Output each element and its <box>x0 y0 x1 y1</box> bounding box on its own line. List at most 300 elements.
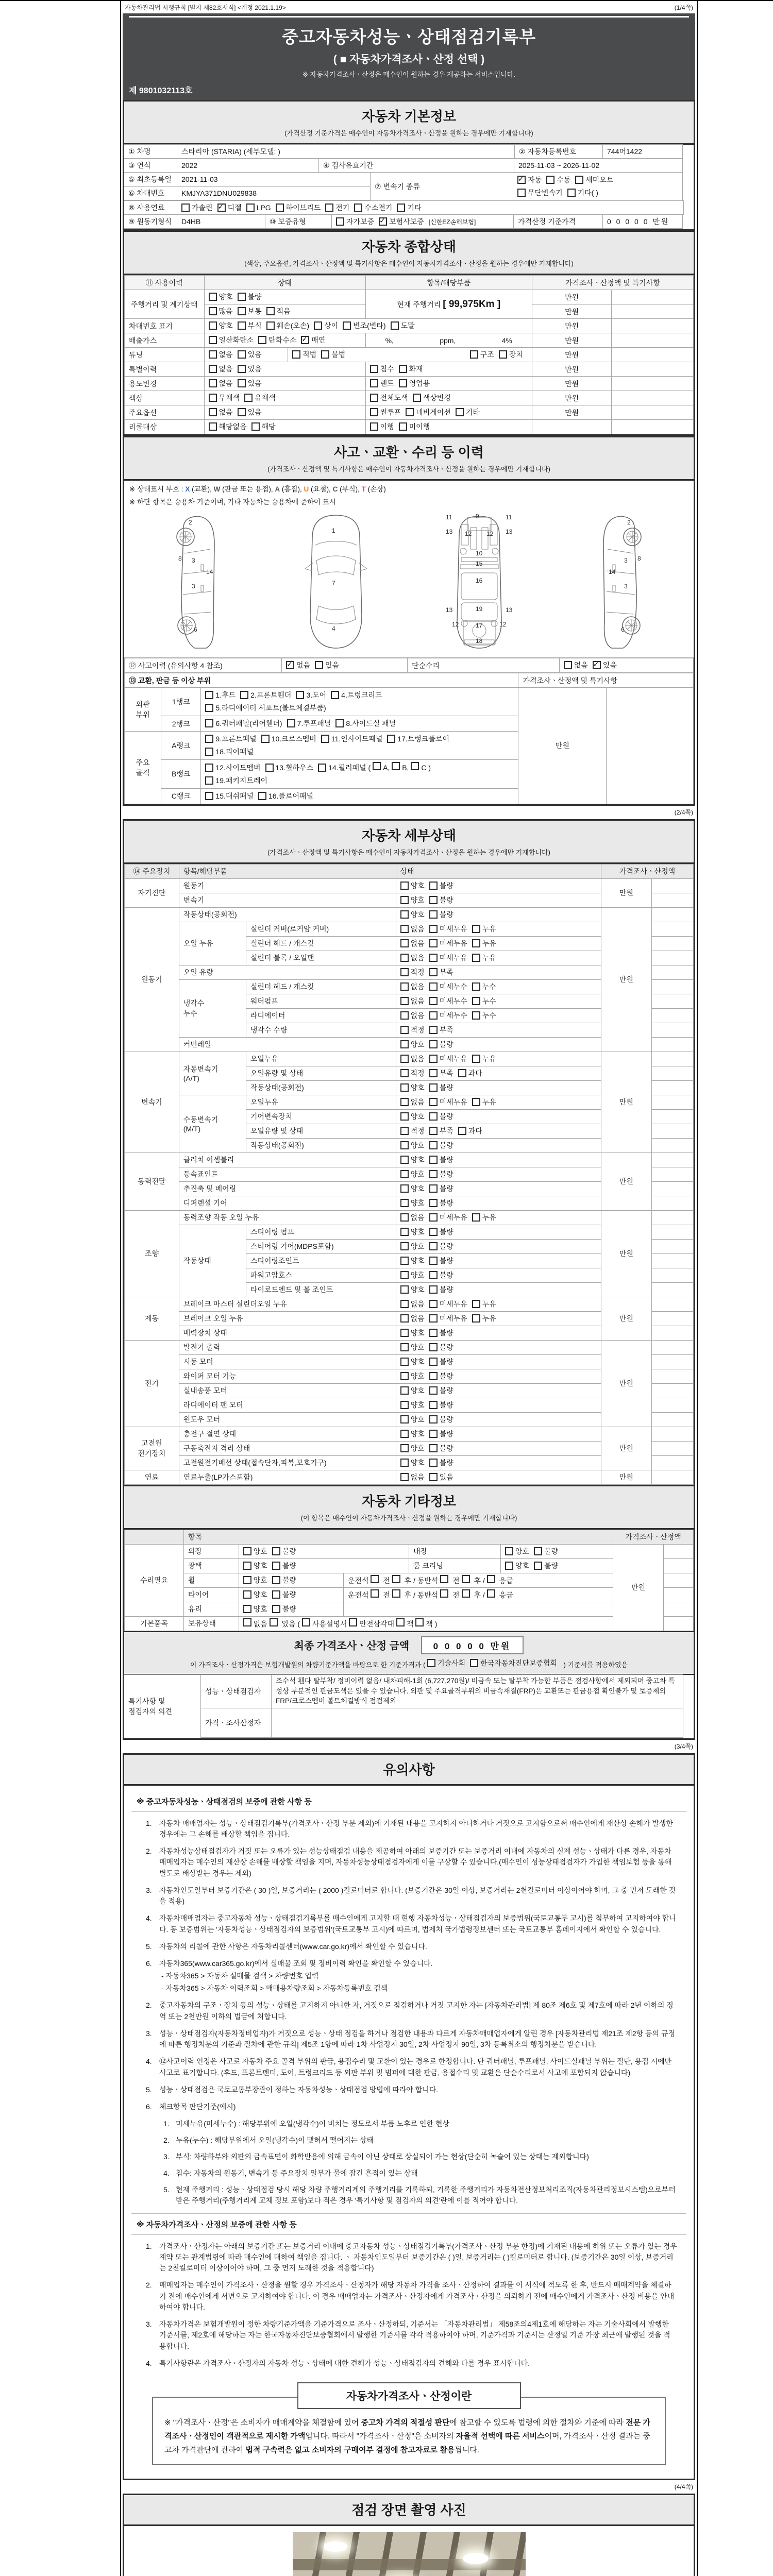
checkbox-없음[interactable] <box>400 1010 425 1021</box>
checkbox-적정[interactable] <box>400 967 425 977</box>
checkbox-전체도색[interactable] <box>370 393 408 403</box>
notice-subitem-text: 현재 주행거리 : 성능ㆍ상태점검 당시 해당 차량 주행거리계의 주행거리를 기록하되, 기록한 주행거리가 자동차전산정보처리조직(자동차관리정보시스템)으로부터 받은 주행거리(주행거리계 교체 정보 포함)보다 적은 경우 '특기사항 및 점검자의 의견'란에 이를 적어야 합니다. <box>176 2185 676 2205</box>
checkbox-상이[interactable] <box>314 320 338 331</box>
checkbox-부식[interactable] <box>238 320 262 331</box>
checkbox-label: 일산화탄소 <box>219 336 254 344</box>
state-cell <box>396 1268 601 1282</box>
checkbox-9.프론트패널[interactable]: 9.프론트패널 <box>205 734 256 744</box>
checkbox-불법[interactable] <box>321 349 345 360</box>
checkbox-box <box>429 910 438 919</box>
notice-subitem-number: 5. <box>163 2185 170 2194</box>
checkbox-양호[interactable] <box>400 1385 425 1396</box>
checkbox-불량[interactable] <box>429 1270 453 1280</box>
checkbox-변조(변타)[interactable] <box>343 320 385 331</box>
checkbox-있음[interactable] <box>238 378 262 388</box>
options-line <box>517 188 678 198</box>
svg-text:3: 3 <box>191 583 195 590</box>
checkbox-기타[interactable] <box>397 202 421 213</box>
checkbox-해당[interactable] <box>251 421 276 432</box>
checkbox-하이브리드[interactable] <box>276 202 321 213</box>
checkbox-label: 양호 <box>515 1561 529 1570</box>
checkbox-없음[interactable] <box>400 1212 425 1223</box>
checkbox-불량[interactable] <box>429 1241 453 1251</box>
checkbox-수동[interactable] <box>546 175 570 185</box>
checkbox-양호[interactable] <box>243 1546 267 1556</box>
checkbox-양호[interactable] <box>400 1414 425 1425</box>
notice-item <box>146 2358 677 2369</box>
checkbox-기술사회[interactable] <box>427 1658 465 1668</box>
checkbox-침수[interactable] <box>370 364 394 374</box>
checkbox-box[interactable] <box>302 1618 310 1626</box>
checkbox-없음[interactable] <box>400 1472 425 1482</box>
checkbox-미세누유[interactable] <box>429 1212 467 1223</box>
checkbox-label: 불량 <box>439 1444 453 1452</box>
checkbox-불량[interactable] <box>429 1140 453 1150</box>
checkbox-box[interactable] <box>373 762 381 770</box>
checkbox-양호[interactable] <box>400 1256 425 1266</box>
checkbox-18.리어패널[interactable]: 18.리어패널 <box>205 747 254 757</box>
checkbox-없음[interactable] <box>209 364 233 374</box>
checkbox-불량[interactable] <box>429 1082 453 1093</box>
checkbox-양호[interactable] <box>400 1227 425 1237</box>
checkbox-label: 기타 <box>407 204 422 212</box>
checkbox-적음[interactable] <box>266 306 291 316</box>
checkbox-기타[interactable] <box>456 407 480 417</box>
checkbox-많음[interactable] <box>209 306 233 316</box>
checkbox-불량[interactable] <box>429 1227 453 1237</box>
checkbox-box <box>400 1401 409 1409</box>
checkbox-누유[interactable] <box>472 953 496 963</box>
blank-cell <box>612 348 694 362</box>
checkbox-양호[interactable] <box>400 1155 425 1165</box>
checkbox-탄화수소[interactable] <box>258 335 296 345</box>
summary-table <box>124 275 694 434</box>
checkbox-불량[interactable] <box>429 1111 453 1122</box>
checkbox-양호[interactable] <box>243 1561 267 1571</box>
checkbox-불량[interactable] <box>429 1256 453 1266</box>
checkbox-누수[interactable] <box>472 981 496 992</box>
row-label: 주요옵션 <box>125 405 205 420</box>
svg-text:13: 13 <box>506 528 513 535</box>
checkbox-13.휠하우스[interactable]: 13.휠하우스 <box>265 762 314 773</box>
checkbox-있음[interactable] <box>238 349 262 360</box>
checkbox-부족[interactable] <box>429 1025 453 1035</box>
checkbox-box <box>399 422 407 431</box>
checkbox-한국자동차진단보증협회[interactable] <box>470 1658 557 1668</box>
state-cell <box>396 1340 601 1354</box>
checkbox-box[interactable] <box>243 1618 251 1626</box>
blank-cell <box>651 1427 693 1441</box>
checkbox-불량[interactable] <box>429 1385 453 1396</box>
checkbox-렌트[interactable] <box>370 378 394 388</box>
checkbox-box <box>429 1329 438 1337</box>
checkbox-양호[interactable] <box>209 320 233 331</box>
checkbox-12.사이드멤버[interactable]: 12.사이드멤버 <box>205 762 260 773</box>
checkbox-적정[interactable] <box>400 1025 425 1035</box>
checkbox-label: 양호 <box>410 1285 425 1294</box>
checkbox-양호[interactable] <box>243 1604 267 1614</box>
field-value: D4HB <box>177 214 265 229</box>
notice-item-number: 3. <box>146 2320 152 2329</box>
checkbox-불량[interactable] <box>429 1328 453 1338</box>
checkbox-양호[interactable] <box>243 1589 267 1600</box>
checkbox-도말[interactable] <box>391 320 415 331</box>
checkbox-구조[interactable] <box>470 349 494 360</box>
checkbox-화재[interactable] <box>399 364 423 374</box>
checkbox-양호[interactable] <box>400 1429 425 1439</box>
checkbox-양호[interactable] <box>400 1082 425 1093</box>
accident-history-options <box>281 658 407 673</box>
checkbox-3.도어[interactable]: 3.도어 <box>296 690 326 700</box>
checkbox-LPG[interactable] <box>246 204 271 212</box>
checkbox-세미오토[interactable] <box>575 175 613 185</box>
blank-cell <box>651 1311 693 1326</box>
checkbox-15.대쉬패널[interactable]: 15.대쉬패널 <box>205 791 254 801</box>
checkbox-부족[interactable] <box>429 967 453 977</box>
checkbox-없음[interactable] <box>400 1313 425 1324</box>
checkbox-무단변속기[interactable] <box>517 188 563 198</box>
checkbox-미세누유[interactable] <box>429 953 467 963</box>
checkbox-box[interactable] <box>440 1589 448 1598</box>
checkbox-box[interactable] <box>440 1575 448 1583</box>
checkbox-양호[interactable] <box>243 1575 267 1585</box>
blank-cell <box>651 965 693 979</box>
checkbox-가솔린[interactable] <box>181 202 213 213</box>
checkbox-19.패키지트레이[interactable]: 19.패키지트레이 <box>205 775 267 786</box>
checkbox-1.후드[interactable]: 1.후드 <box>205 690 236 700</box>
checkbox-불량[interactable] <box>429 1284 453 1295</box>
checkbox-영업용[interactable] <box>399 378 430 388</box>
item-label: 브레이크 마스터 실린더오일 누유 <box>179 1297 396 1311</box>
checkbox-4.트렁크리드[interactable]: 4.트렁크리드 <box>331 690 382 700</box>
checkbox-label: 불량 <box>439 1256 453 1265</box>
checkbox-box <box>335 719 344 727</box>
checkbox-box <box>296 691 304 699</box>
checkbox-불량[interactable] <box>272 1589 296 1600</box>
state-cell <box>396 1412 601 1427</box>
checkbox-불량[interactable] <box>429 1371 453 1381</box>
checkbox-label: 불량 <box>439 1184 453 1193</box>
checkbox-불량[interactable] <box>534 1546 558 1556</box>
checkbox-누유[interactable] <box>472 1313 496 1324</box>
checkbox-box[interactable] <box>349 1618 357 1626</box>
checkbox-양호[interactable] <box>400 1284 425 1295</box>
checkbox-label: 양호 <box>410 1112 425 1121</box>
checkbox-6.쿼터패널(리어휀더)[interactable]: 6.쿼터패널(리어휀더) <box>205 718 282 728</box>
checkbox-양호[interactable] <box>400 1140 425 1150</box>
checkbox-양호[interactable] <box>400 1270 425 1280</box>
checkbox-불량[interactable] <box>272 1561 296 1571</box>
checkbox-없음[interactable] <box>400 924 425 934</box>
notice-item <box>146 1913 677 1935</box>
checkbox-미세누유[interactable] <box>429 938 467 948</box>
checkbox-label: 불량 <box>439 910 453 919</box>
checkbox-색상변경[interactable] <box>413 393 451 403</box>
checkbox-있음[interactable] <box>593 660 617 670</box>
checkbox-box[interactable] <box>462 1589 470 1598</box>
checkbox-미세누수[interactable] <box>429 1010 467 1021</box>
checkbox-부족[interactable] <box>429 1126 453 1136</box>
checkbox-적정[interactable] <box>400 1068 425 1078</box>
checkbox-불량[interactable] <box>429 1458 453 1468</box>
checkbox-불량[interactable] <box>429 1039 453 1049</box>
checkbox-17.트렁크플로어[interactable]: 17.트렁크플로어 <box>387 734 449 744</box>
price-cell: 만원 <box>601 878 652 907</box>
column-header: ⑭ 주요장치 <box>125 864 179 878</box>
blank-cell <box>651 878 693 893</box>
checkbox-누유[interactable] <box>472 1097 496 1107</box>
checkbox-불량[interactable] <box>429 1342 453 1352</box>
checkbox-양호[interactable] <box>400 895 425 905</box>
checkbox-불량[interactable] <box>429 1400 453 1410</box>
checkbox-label: 양호 <box>410 1429 425 1438</box>
checkbox-과다[interactable] <box>458 1068 482 1078</box>
checkbox-label: 누유 <box>482 939 496 947</box>
checkbox-기타( )[interactable] <box>567 188 598 198</box>
checkbox-없음[interactable] <box>209 378 233 388</box>
checkbox-box[interactable] <box>371 1589 379 1598</box>
checkbox-전기[interactable] <box>325 202 349 213</box>
checkbox-box <box>272 1590 280 1599</box>
panel-group-label: 주요 골격 <box>125 732 161 804</box>
panel-rank-label: B랭크 <box>161 760 201 789</box>
notice-item-text: 특기사항란은 가격조사ㆍ산정자의 자동차 성능ㆍ상태에 대한 견해가 성능ㆍ상태점검자의 견해와 다를 경우 표시합니다. <box>159 2359 530 2367</box>
checkbox-누유[interactable] <box>472 938 496 948</box>
checkbox-양호[interactable] <box>400 1458 425 1468</box>
checkbox-불량[interactable] <box>429 1357 453 1367</box>
checkbox-이행[interactable] <box>370 421 394 432</box>
checkbox-보통[interactable] <box>238 306 262 316</box>
checkbox-label: 불량 <box>282 1604 296 1613</box>
checkbox-양호[interactable] <box>400 1357 425 1367</box>
table-row <box>124 145 694 159</box>
checkbox-불량[interactable] <box>429 1429 453 1439</box>
checkbox-있음[interactable] <box>238 364 262 374</box>
checkbox-미세누유[interactable] <box>429 1054 467 1064</box>
checkbox-box[interactable] <box>392 1575 400 1583</box>
checkbox-label: 탄화수소 <box>268 336 297 344</box>
checkbox-양호[interactable] <box>505 1546 529 1556</box>
checkbox-양호[interactable] <box>400 1169 425 1179</box>
checkbox-box <box>470 1659 478 1667</box>
price-cell: 만원 <box>532 405 612 420</box>
checkbox-부족[interactable] <box>429 1068 453 1078</box>
basic-info-table <box>124 145 694 229</box>
detail-grid <box>124 864 694 1485</box>
checkbox-누수[interactable] <box>472 996 496 1006</box>
checkbox-불량[interactable] <box>429 1414 453 1425</box>
checkbox-box[interactable] <box>371 1575 379 1583</box>
checkbox-유채색[interactable] <box>244 393 276 403</box>
device-label: 동력전달 <box>125 1153 179 1210</box>
checkbox-미세누유[interactable] <box>429 1097 467 1107</box>
final-price-label: 최종 가격조사ㆍ산정 금액 <box>294 1640 410 1652</box>
checkbox-label: 불량 <box>439 1415 453 1423</box>
checkbox-양호[interactable] <box>400 1443 425 1453</box>
checkbox-미세누수[interactable] <box>429 981 467 992</box>
checkbox-누수[interactable] <box>472 1010 496 1021</box>
checkbox-양호[interactable] <box>400 880 425 891</box>
checkbox-양호[interactable] <box>400 1241 425 1251</box>
inspector-opinion-text: 조수석 휀다 탈부착/ 정비이력 없음/ 내차피해-1회 (6,727,270원)/ 비금속 또는 탈부착 가능한 부품은 점검사항에서 제외되며 중고차 특성상 부분적인 판금도색은 있을 수 있습니다. 외판 및 주요골격부위의 비금속재질(FRP)은 교환또는 판금용접 확인불가 및 보증제외 FRP/크로스멤버 볼트체결방식 점검제외 <box>271 1674 683 1708</box>
blank-cell <box>612 391 694 405</box>
checkbox-box <box>209 307 217 315</box>
checkbox-불량[interactable] <box>429 880 453 891</box>
checkbox-불량[interactable] <box>429 1198 453 1208</box>
checkbox-있음[interactable] <box>238 407 262 417</box>
checkbox-label: 유채색 <box>255 394 276 402</box>
checkbox-적법[interactable] <box>292 349 316 360</box>
checkbox-네비게이션[interactable] <box>406 407 451 417</box>
checkbox-box[interactable] <box>462 1575 470 1583</box>
checkbox-장치[interactable] <box>499 349 523 360</box>
checkbox-양호[interactable] <box>400 1183 425 1194</box>
checkbox-label: 과다 <box>468 1126 482 1135</box>
checkbox-누유[interactable] <box>472 1054 496 1064</box>
checkbox-box[interactable] <box>415 1618 424 1626</box>
checkbox-있음[interactable] <box>429 1472 453 1482</box>
blank-cell <box>612 319 694 333</box>
checkbox-불량[interactable] <box>429 895 453 905</box>
checkbox-box[interactable] <box>392 1589 400 1598</box>
checkbox-불량[interactable] <box>272 1575 296 1585</box>
checkbox-불량[interactable] <box>238 292 262 302</box>
checkbox-11.인사이드패널[interactable]: 11.인사이드패널 <box>321 734 383 744</box>
checkbox-해당없음[interactable] <box>209 421 247 432</box>
checkbox-적정[interactable] <box>400 1126 425 1136</box>
checkbox-label: 불량 <box>439 1285 453 1294</box>
checkbox-양호[interactable] <box>209 292 233 302</box>
checkbox-미이행[interactable] <box>399 421 430 432</box>
panel-items <box>201 760 518 789</box>
checkbox-불량[interactable] <box>429 1169 453 1179</box>
checkbox-14.필러패널 ( ☐A, ☐B, ☐C )[interactable]: 14.필러패널 ( A, B, C ) <box>318 762 431 773</box>
checkbox-양호[interactable] <box>400 909 425 920</box>
checkbox-8.사이드실 패널[interactable]: 8.사이드실 패널 <box>335 718 396 728</box>
checkbox-불량[interactable] <box>272 1604 296 1614</box>
checkbox-썬루프[interactable] <box>370 407 401 417</box>
checkbox-양호[interactable] <box>400 1342 425 1352</box>
checkbox-불량[interactable] <box>429 1183 453 1194</box>
checkbox-양호[interactable] <box>400 1039 425 1049</box>
checkbox-양호[interactable] <box>400 1400 425 1410</box>
checkbox-7.루프패널[interactable]: 7.루프패널 <box>287 718 331 728</box>
checkbox-16.플로어패널[interactable]: 16.플로어패널 <box>258 791 313 801</box>
checkbox-없음[interactable] <box>400 953 425 963</box>
checkbox-box <box>209 408 217 416</box>
checkbox-box <box>370 422 378 431</box>
blank-cell <box>651 1138 693 1153</box>
checkbox-없음[interactable] <box>209 349 233 360</box>
checkbox-없음[interactable] <box>400 1299 425 1309</box>
checkbox-box[interactable] <box>392 762 400 770</box>
checkbox-무채색[interactable] <box>209 393 240 403</box>
checkbox-불량[interactable] <box>429 1155 453 1165</box>
remarks-label: 특기사항 및 점검자의 의견 <box>124 1674 201 1738</box>
form-subtitle: ( ■ 자동차가격조사ㆍ산정 선택 ) <box>333 54 485 65</box>
checkbox-box <box>205 735 213 743</box>
checkbox-box <box>400 1415 409 1423</box>
state-cell <box>396 1037 601 1052</box>
checkbox-미세누유[interactable] <box>429 1299 467 1309</box>
checkbox-매연[interactable] <box>301 335 325 345</box>
checkbox-box[interactable] <box>270 1618 278 1626</box>
checkbox-있음[interactable] <box>315 660 339 670</box>
checkbox-양호[interactable] <box>400 1371 425 1381</box>
checkbox-불량[interactable] <box>534 1561 558 1571</box>
checkbox-양호[interactable] <box>400 1328 425 1338</box>
checkbox-box <box>209 336 217 344</box>
checkbox-자동[interactable] <box>517 175 542 185</box>
checkbox-양호[interactable] <box>400 1111 425 1122</box>
checkbox-일산화탄소[interactable] <box>209 335 254 345</box>
checkbox-훼손(오손)[interactable] <box>266 320 309 331</box>
checkbox-box[interactable] <box>487 1589 495 1598</box>
checkbox-box[interactable] <box>396 1618 405 1626</box>
checkbox-없음[interactable] <box>400 981 425 992</box>
checkbox-label: 누유 <box>482 953 496 962</box>
checkbox-box <box>217 204 226 212</box>
checkbox-불량[interactable] <box>272 1546 296 1556</box>
checkbox-label: 있음 <box>247 379 262 387</box>
panel-items <box>201 788 518 804</box>
checkbox-미세누유[interactable] <box>429 1313 467 1324</box>
checkbox-없음[interactable] <box>400 1097 425 1107</box>
checkbox-디젤[interactable] <box>217 202 242 213</box>
state-cell <box>239 1602 343 1616</box>
checkbox-과다[interactable] <box>458 1126 482 1136</box>
checkbox-label: 적정 <box>410 968 425 976</box>
checkbox-없음[interactable] <box>209 407 233 417</box>
checkbox-누유[interactable] <box>472 924 496 934</box>
checkbox-불량[interactable] <box>429 909 453 920</box>
checkbox-label: 불량 <box>439 1400 453 1409</box>
checkbox-보험사보증[interactable] <box>379 216 424 227</box>
checkbox-미세누유[interactable] <box>429 924 467 934</box>
checkbox-누유[interactable] <box>472 1299 496 1309</box>
checkbox-box <box>272 1576 280 1584</box>
state-cell <box>396 893 601 907</box>
checkbox-불량[interactable] <box>429 1443 453 1453</box>
checkbox-box[interactable] <box>411 762 419 770</box>
checkbox-label: 누유 <box>482 1314 496 1323</box>
checkbox-없음[interactable] <box>400 938 425 948</box>
checkbox-양호[interactable] <box>400 1198 425 1208</box>
checkbox-수소전기[interactable] <box>354 202 392 213</box>
table-header-row <box>125 673 694 688</box>
state-cell <box>396 979 601 994</box>
column-header: 가격조사ㆍ산정액 및 특기사항 <box>532 276 693 290</box>
checkbox-5.라디에이터 서포트(볼트체결부품)[interactable]: 5.라디에이터 서포트(볼트체결부품) <box>205 703 326 713</box>
checkbox-box <box>400 1141 409 1149</box>
item-label: 등속죠인트 <box>179 1167 396 1181</box>
checkbox-없음[interactable] <box>286 660 310 670</box>
svg-text:13: 13 <box>446 606 453 614</box>
checkbox-2.프론트휀더[interactable]: 2.프론트휀더 <box>240 690 291 700</box>
item-group-label: 자동변속기 (A/T) <box>179 1052 246 1095</box>
checkbox-자가보증[interactable] <box>336 216 374 227</box>
checkbox-누유[interactable] <box>472 1212 496 1223</box>
checkbox-없음[interactable] <box>564 660 588 670</box>
checkbox-10.크로스멤버[interactable]: 10.크로스멤버 <box>261 734 316 744</box>
checkbox-없음[interactable] <box>400 996 425 1006</box>
checkbox-box[interactable] <box>487 1575 495 1583</box>
checkbox-label: 양호 <box>410 1386 425 1395</box>
checkbox-없음[interactable] <box>400 1054 425 1064</box>
checkbox-box <box>400 896 409 904</box>
checkbox-미세누수[interactable] <box>429 996 467 1006</box>
checkbox-양호[interactable] <box>505 1561 529 1571</box>
